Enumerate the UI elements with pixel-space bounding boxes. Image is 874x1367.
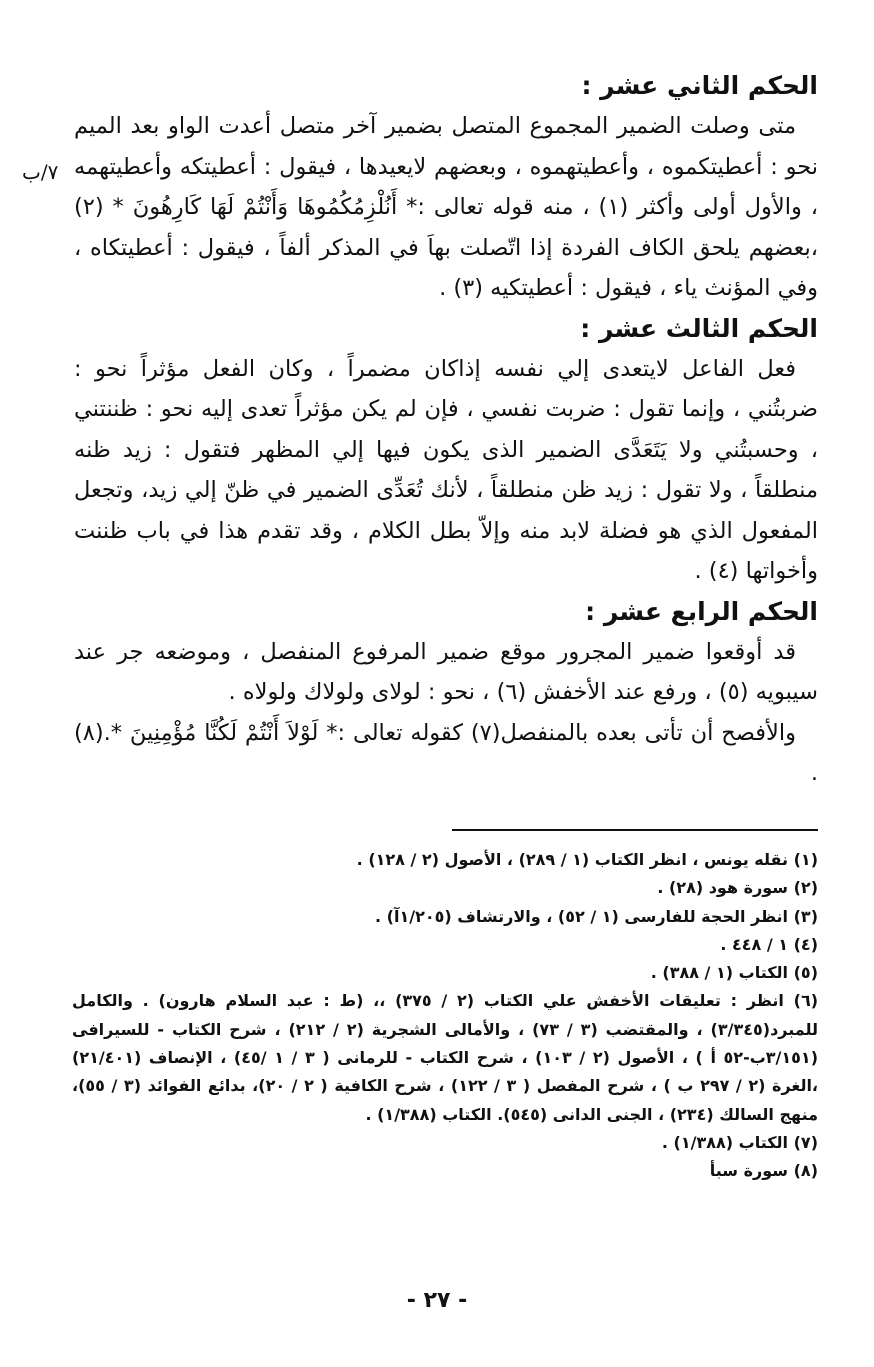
page-number: - ٢٧ - [406,1288,468,1313]
footnote-6: (٦) انظر : تعليقات الأخفش علي الكتاب (٢ / ٣٧٥) ،، (ط : عبد السلام هارون) . والكامل للمبرد(٣/٣٤٥) ، والمقتضب (٣ / ٧٣) ، والأمالى الشجرية (٢ / ٢١٢) ، شرح الكتاب - للسيرافى (٣/١٥١ب-٥٢ أ ) ، الأصول (٢ / ١٠٣) ، شرح الكتاب - للرمانى ( ٣ / ١ /٤٥) ، الإنصاف (٢١/٤٠١) ،الغرة (٢ / ٢٩٧ ب ) ، شرح المفصل ( ٣ / ١٢٢) ، شرح الكافية ( ٢ / ٢٠)، بدائع الفوائد (٣ / ٥٥)، منهج السالك (٢٣٤) ، الجنى الدانى (٥٤٥). الكتاب (١/٣٨٨) . [72,991,819,1124]
main-text [74,66,818,794]
footnotes-list [72,846,818,1186]
section-14-paragraph-2: والأفصح أن تأتى بعده بالمنفصل(٧) كقوله تعالى :* لَوْلاَ أَنْتُمْ لَكُنَّا مُؤْمِنِينَ *.(٨) . [74,719,818,786]
footnote-2: (٢) سورة هود (٢٨) . [657,878,818,898]
footnote-4: (٤) ١ / ٤٤٨ . [720,934,818,954]
section-12-paragraph: متى وصلت الضمير المجموع المتصل بضمير آخر متصل أعدت الواو بعد الميم نحو : أعطيتكموه ، وأعطيتهموه ، وبعضهم لايعيدها ، فيقول : أعطيتكه وأعطيتهمه ، والأول أولى وأكثر (١) ، منه قوله تعالى :* أَنُلْزِمُكُمُوهَا وَأَنْتُمْ لَهَا كَارِهُونَ * (٢) ،بعضهم يلحق الكاف الفردة إذا اتّصلت بهاَ في المذكر ألفاً ، فيقول : أعطيتكاه ، وفي المؤنث ياء ، فيقول : أعطيتكيه (٣) . [74,113,818,301]
footnote-3: (٣) انظر الحجة للفارسى (١ / ٥٢) ، والارتشاف (١/٢٠٥آ) . [375,906,818,926]
section-13-paragraph: فعل الفاعل لايتعدى إلي نفسه إذاكان مضمراً ، وكان الفعل مؤثراً نحو : ضربتُني ، وإنما تقول : ضربت نفسي ، فإن لم يكن مؤثراً تعدى إليه نحو : ظننتني ، وحسبتُني ولا يَتَعَدَّى الضمير الذى يكون فيها إلي المظهر فتقول : زيد ظنه منطلقاً ، ولا تقول : زيد ظن منطلقاً ، لأنك تُعَدِّى الضمير في ظنّ إلي زيد، وتجعل المفعول الذي هو فضلة لابد منه وإلاّ بطل الكلام ، وقد تقدم هذا في باب ظننت وأخواتها (٤) . [74,355,818,584]
section-heading-12: الحكم الثاني عشر : [581,71,818,100]
footnote-1: (١) نقله يونس ، انظر الكتاب (١ / ٢٨٩) ، الأصول (٢ / ١٢٨) . [356,850,818,869]
footnote-7: (٧) الكتاب (١/٣٨٨) . [661,1132,818,1152]
footnote-8: (٨) سورة سبأ [709,1161,818,1181]
section-heading-13: الحكم الثالث عشر : [580,313,818,343]
section-14-paragraph-1: قد أوقعوا ضمير المجرور موقع ضمير المرفوع المنفصل ، وموضعه جر عند سيبويه (٥) ، ورفع عند الأخفش (٦) ، نحو : لولاى ولولاك ولولاه . [74,638,818,705]
footnote-5: (٥) الكتاب (١ / ٣٨٨) . [650,963,818,983]
section-heading-14: الحكم الرابع عشر : [585,596,818,626]
manuscript-folio-note: ٧/ب [22,160,59,184]
footnote-separator [452,829,818,831]
